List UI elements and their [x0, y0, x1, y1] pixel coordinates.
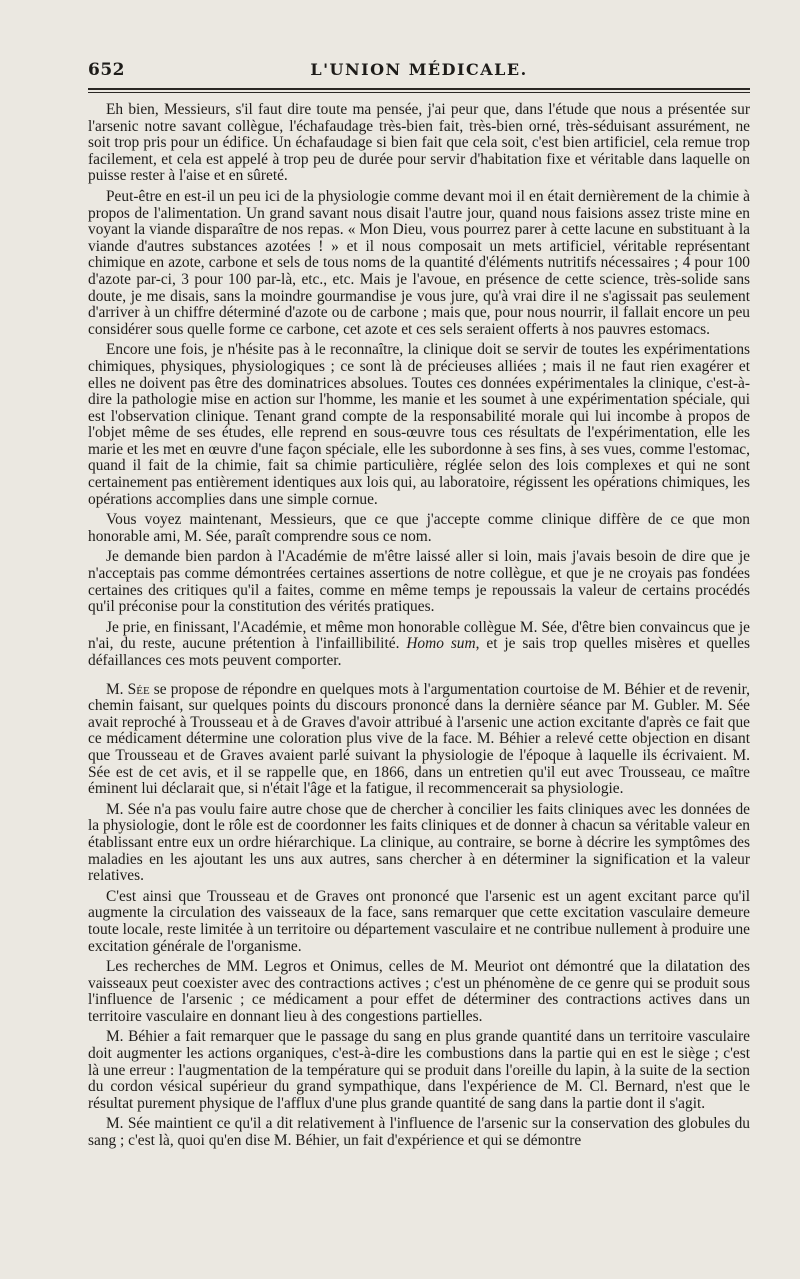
paragraph-text: M. S [106, 680, 137, 698]
paragraph: Encore une fois, je n'hésite pas à le reconnaître, la clinique doit se servir de toutes les expérimentations chimiques, physiques, physiologiques ; ce sont là de précieuses alliées ; mais il ne faut rien exagérer et elles ne doivent pas être des dominatrices absolues. Toutes ces données expérimentales la clinique, c'est-à-dire la pathologie mise en action sur l'homme, les manie et les soumet à une expérimentation spéciale, qui est l'observation clinique. Tenant grand compte de la responsabilité morale qui lui incombe à propos de l'objet même de ses études, elle reprend en sous-œuvre tous ces résultats de l'expérimentation, elle les marie et les met en œuvre d'une façon spéciale, elle les subordonne à ses fins, à ses vues, comme l'estomac, quand il fait de la chimie, fait sa chimie particulière, réglée selon des lois complexes et qui ne sont certainement pas entièrement identiques aux lois qui, au laboratoire, régissent les opérations chimiques, les opérations accomplies dans une simple cornue. [88, 341, 750, 508]
paragraph: M. Sée n'a pas voulu faire autre chose que de chercher à concilier les faits cliniques avec les données de la physiologie, dont le rôle est de coordonner les faits cliniques et de donner à chacun sa véritable valeur en établissant entre eux un ordre hiérarchique. La clinique, au contraire, se borne à décrire les symptômes des maladies en les ajoutant les uns aux autres, sans chercher à en déterminer la signification et la valeur relatives. [88, 800, 750, 885]
running-title: L'UNION MÉDICALE. [310, 60, 528, 79]
paragraph: M. Sée maintient ce qu'il a dit relativement à l'influence de l'arsenic sur la conservation des globules du sang ; c'est là, quoi qu'en dise M. Béhier, un fait d'expérience et qui se démontre [88, 1115, 750, 1150]
paragraph-text: , et je sais trop quelles misères et quelles défaillances ces mots peuvent comporter. [88, 635, 750, 669]
page-number: 652 [88, 60, 125, 80]
speaker-name-smallcaps: ée [136, 680, 150, 698]
paragraph: Vous voyez maintenant, Messieurs, que ce que j'accepte comme clinique diffère de ce que mon honorable ami, M. Sée, paraît comprendre sous ce nom. [88, 511, 750, 545]
header-rule [88, 88, 750, 90]
paragraph [88, 620, 750, 670]
paragraph [88, 682, 750, 798]
paragraph: M. Béhier a fait remarquer que le passage du sang en plus grande quantité dans un territoire vasculaire doit augmenter les actions organiques, c'est-à-dire les combustions dans la partie qui en est le siège ; c'est là une erreur : l'augmentation de la température qui se produit dans l'oreille du lapin, à la suite de la section du cordon vésical supérieur du grand sympathique, dans l'expérience de M. Cl. Bernard, n'est que le résultat purement physique de l'afflux d'une plus grande quantité de sang dans la partie dont il s'agit. [88, 1028, 750, 1112]
paragraph-text: Je prie, en finissant, l'Académie, et même mon honorable collègue M. Sée, d'être bien convaincus que je n'ai, du reste, aucune prétention à l'infaillibilité. [88, 618, 750, 653]
page-header [88, 60, 750, 88]
article-body [88, 102, 750, 1150]
paragraph: C'est ainsi que Trousseau et de Graves ont prononcé que l'arsenic est un agent excitant parce qu'il augmente la circulation des vaisseaux de la face, sans remarquer que cette excitation vasculaire demeure toute locale, reste limitée à un territoire ou département vasculaire et ne contribue nullement à produire une excitation générale de l'organisme. [88, 887, 750, 955]
paragraph: Je demande bien pardon à l'Académie de m'être laissé aller si loin, mais j'avais besoin de dire que je n'acceptais pas comme démontrées certaines assertions de notre collègue, et que je ne croyais pas fondées certaines des critiques qu'il a faites, comme en même temps je repoussais la valeur de certains procédés qu'il préconise pour la constitution des vérités pratiques. [88, 548, 750, 616]
paragraph-text: se propose de répondre en quelques mots à l'argumentation courtoise de M. Béhier et de revenir, chemin faisant, sur quelques points du discours prononcé dans la dernière séance par M. Gubler. M. Sée avait reproché à Trousseau et à de Graves d'avoir attribué à l'arsenic une action excitante d'après ce fait que ce médicament détermine une coloration plus vive de la face. M. Béhier a relevé cette objection en disant que Trousseau et de Graves avaient parlé suivant la physiologie de l'époque à laquelle ils écrivaient. M. Sée est de cet avis, et il se rappelle que, en 1866, dans un entretien qu'il eut avec Trousseau, ce maître éminent lui déclarait que, si n'était l'âge et la fatigue, il recommencerait sa physiologie. [88, 680, 750, 798]
paragraph: Peut-être en est-il un peu ici de la physiologie comme devant moi il en était dernièrement de la chimie à propos de l'alimentation. Un grand savant nous disait l'autre jour, quand nous faisions assez triste mine en voyant la viande disparaître de nos repas. « Mon Dieu, vous pourrez parer à cette lacune en substituant à la viande d'autres substances azotées ! » et il nous composait un mets artificiel, véritable représentant chimique en azote, carbone et sels de tous noms de la quantité d'éléments nutritifs nécessaires ; 4 pour 100 d'azote par-ci, 3 pour 100 par-là, etc., etc. Mais je l'avoue, en présence de cette science, très-solide sans doute, je me disais, sans la moindre gourmandise je vous jure, qu'à vrai dire il ne s'agissait pas seulement d'arriver à un chiffre déterminé d'azote ou de carbone ; mais que, pour nous nourrir, il fallait encore un peu considérer sous quelle forme ce carbone, cet azote et ces sels seraient offerts à nos pauvres estomacs. [88, 187, 750, 338]
paragraph: Les recherches de MM. Legros et Onimus, celles de M. Meuriot ont démontré que la dilatation des vaisseaux peut coexister avec des contractions actives ; c'est un phénomène de ce genre qui se produit sous l'influence de l'arsenic ; ce médicament a pour effet de déterminer des contractions actives dans un territoire vasculaire en donnant lieu à des congestions partielles. [88, 958, 750, 1025]
paragraph: Eh bien, Messieurs, s'il faut dire toute ma pensée, j'ai peur que, dans l'étude que nous a présentée sur l'arsenic notre savant collègue, l'échafaudage très-bien fait, très-bien orné, très-séduisant assurément, ne soit trop pris pour un édifice. Un échafaudage si bien fait que cela soit, c'est bien artificiel, cela remue trop facilement, et cela est appelé à trop peu de durée pour servir d'habitation fixe et véritable dans laquelle on puisse rester à l'aise et en sûreté. [88, 101, 750, 185]
latin-phrase: Homo sum [406, 635, 476, 653]
